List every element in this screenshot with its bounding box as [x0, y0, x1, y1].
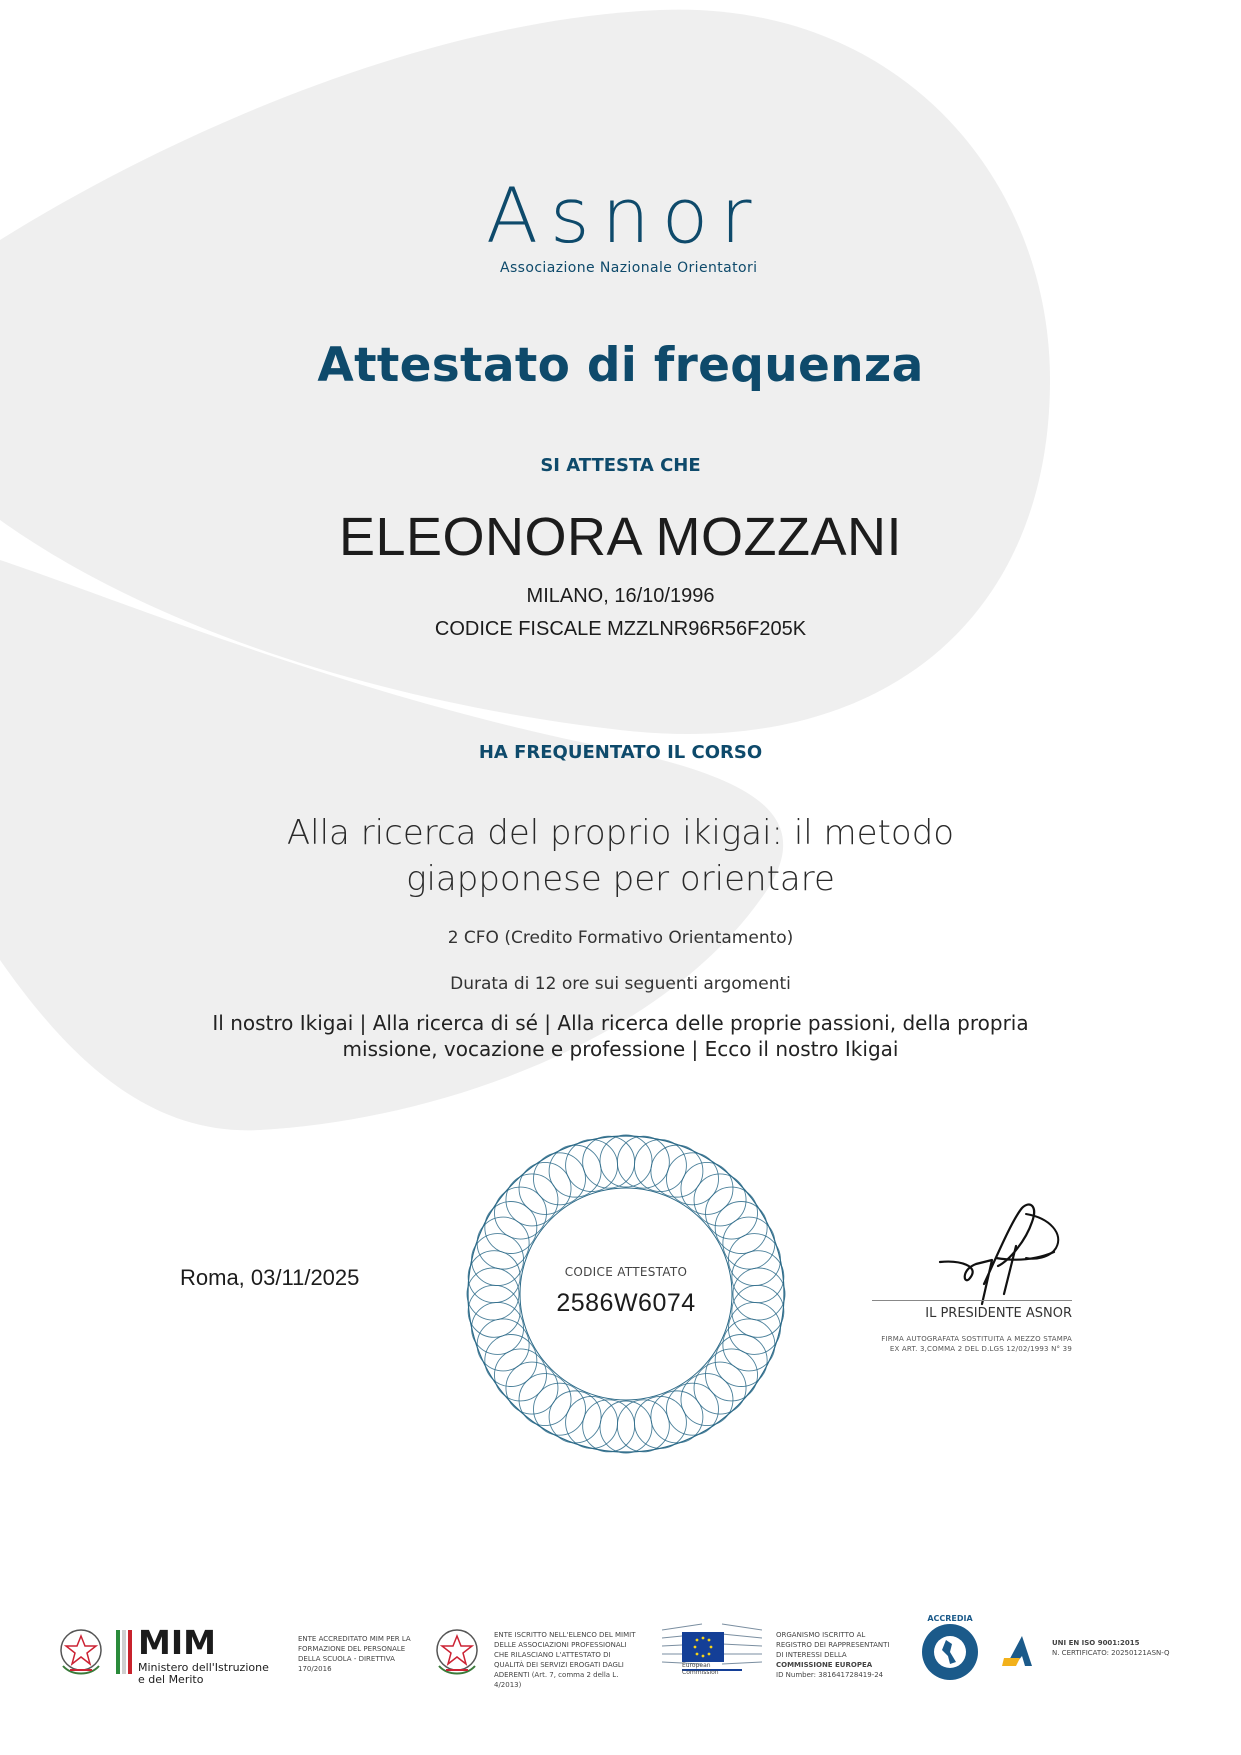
- mim-acronym: MIM: [138, 1623, 216, 1662]
- course-credits: 2 CFO (Credito Formativo Orientamento): [447, 928, 794, 948]
- course-title: [0, 810, 1241, 902]
- mimit-note-line: CHE RILASCIANO L'ATTESTATO DI: [494, 1651, 611, 1659]
- attestation-label: SI ATTESTA CHE: [540, 455, 701, 476]
- asnor-logo: Asnor: [486, 171, 764, 260]
- eu-label-line: European: [682, 1662, 711, 1669]
- flag-bar-white: [122, 1630, 126, 1674]
- fiscal-code: CODICE FISCALE MZZLNR96R56F205K: [434, 618, 807, 640]
- signature-note: [860, 1334, 1072, 1354]
- mim-note-line: FORMAZIONE DEL PERSONALE: [298, 1645, 406, 1653]
- logo-subtitle: Associazione Nazionale Orientatori: [500, 260, 758, 276]
- mim-note-line: ENTE ACCREDITATO MIM PER LA: [298, 1635, 411, 1643]
- topics-line1: Il nostro Ikigai | Alla ricerca di sé | Alla ricerca delle proprie passioni, della propria: [212, 1011, 1029, 1035]
- certificate-title: Attestato di frequenza: [317, 338, 924, 393]
- eu-note-line: REGISTRO DEI RAPPRESENTANTI: [776, 1641, 890, 1649]
- signature-line: [872, 1300, 1072, 1301]
- eu-note-line: ID Number: 381641728419-24: [776, 1671, 884, 1679]
- italian-republic-emblem-icon: [58, 1626, 104, 1678]
- mim-note-line: DELLA SCUOLA - DIRETTIVA: [298, 1655, 395, 1663]
- eu-note-line: COMMISSIONE EUROPEA: [776, 1661, 873, 1669]
- mim-accreditation-note: [298, 1634, 418, 1674]
- course-duration: Durata di 12 ore sui seguenti argomenti: [450, 974, 791, 994]
- mimit-note-line: QUALITÀ DEI SERVIZI EROGATI DAGLI: [494, 1661, 624, 1669]
- president-signature: [930, 1200, 1070, 1310]
- flag-bar-green: [116, 1630, 120, 1674]
- italian-republic-emblem-icon: [434, 1626, 480, 1678]
- iso-note-line: N. CERTIFICATO: 20250121ASN-Q: [1052, 1649, 1170, 1657]
- mim-name: [138, 1662, 269, 1686]
- mim-line2: e del Merito: [138, 1673, 204, 1686]
- signature-note-line2: EX ART. 3,COMMA 2 DEL D.LGS 12/02/1993 N° 39: [889, 1345, 1072, 1353]
- eu-register-note: [776, 1630, 896, 1680]
- mimit-note: [494, 1630, 644, 1690]
- certificate-code-label: CODICE ATTESTATO: [564, 1265, 688, 1279]
- mim-line1: Ministero dell'Istruzione: [138, 1661, 269, 1674]
- footer-logos: [58, 1608, 1188, 1688]
- place-date: Roma, 03/11/2025: [180, 1265, 360, 1290]
- recipient-name: ELEONORA MOZZANI: [338, 507, 903, 567]
- certificate-code-value: 2586W6074: [556, 1289, 696, 1317]
- eu-label-line: Commission: [682, 1669, 719, 1676]
- course-title-line2: giapponese per orientare: [406, 859, 835, 899]
- eu-label: [682, 1662, 719, 1676]
- flag-bar-red: [128, 1630, 132, 1674]
- signature-title: IL PRESIDENTE ASNOR: [925, 1306, 1072, 1321]
- iso-note: [1052, 1638, 1192, 1658]
- signature-note-line1: FIRMA AUTOGRAFATA SOSTITUITA A MEZZO STAMPA: [881, 1335, 1072, 1343]
- eu-note-line: ORGANISMO ISCRITTO AL: [776, 1631, 866, 1639]
- mimit-note-line: DELLE ASSOCIAZIONI PROFESSIONALI: [494, 1641, 627, 1649]
- iso-note-line: UNI EN ISO 9001:2015: [1052, 1639, 1140, 1647]
- course-title-line1: Alla ricerca del proprio ikigai: il metodo: [286, 813, 955, 853]
- accredia-logo-icon: [920, 1622, 980, 1682]
- iso-certification-logo-icon: [1002, 1634, 1040, 1668]
- birth-info: MILANO, 16/10/1996: [526, 585, 715, 607]
- topics-line2: missione, vocazione e professione | Ecco il nostro Ikigai: [342, 1037, 899, 1061]
- eu-note-line: DI INTERESSI DELLA: [776, 1651, 847, 1659]
- course-label: HA FREQUENTATO IL CORSO: [478, 742, 763, 763]
- mimit-note-line: ENTE ISCRITTO NELL'ELENCO DEL MIMIT: [494, 1631, 636, 1639]
- accredia-label: ACCREDIA: [927, 1614, 973, 1623]
- mim-note-line: 170/2016: [298, 1665, 332, 1673]
- mimit-note-line: ADERENTI (Art. 7, comma 2 della L. 4/2013): [494, 1671, 619, 1689]
- course-topics: [0, 1010, 1241, 1062]
